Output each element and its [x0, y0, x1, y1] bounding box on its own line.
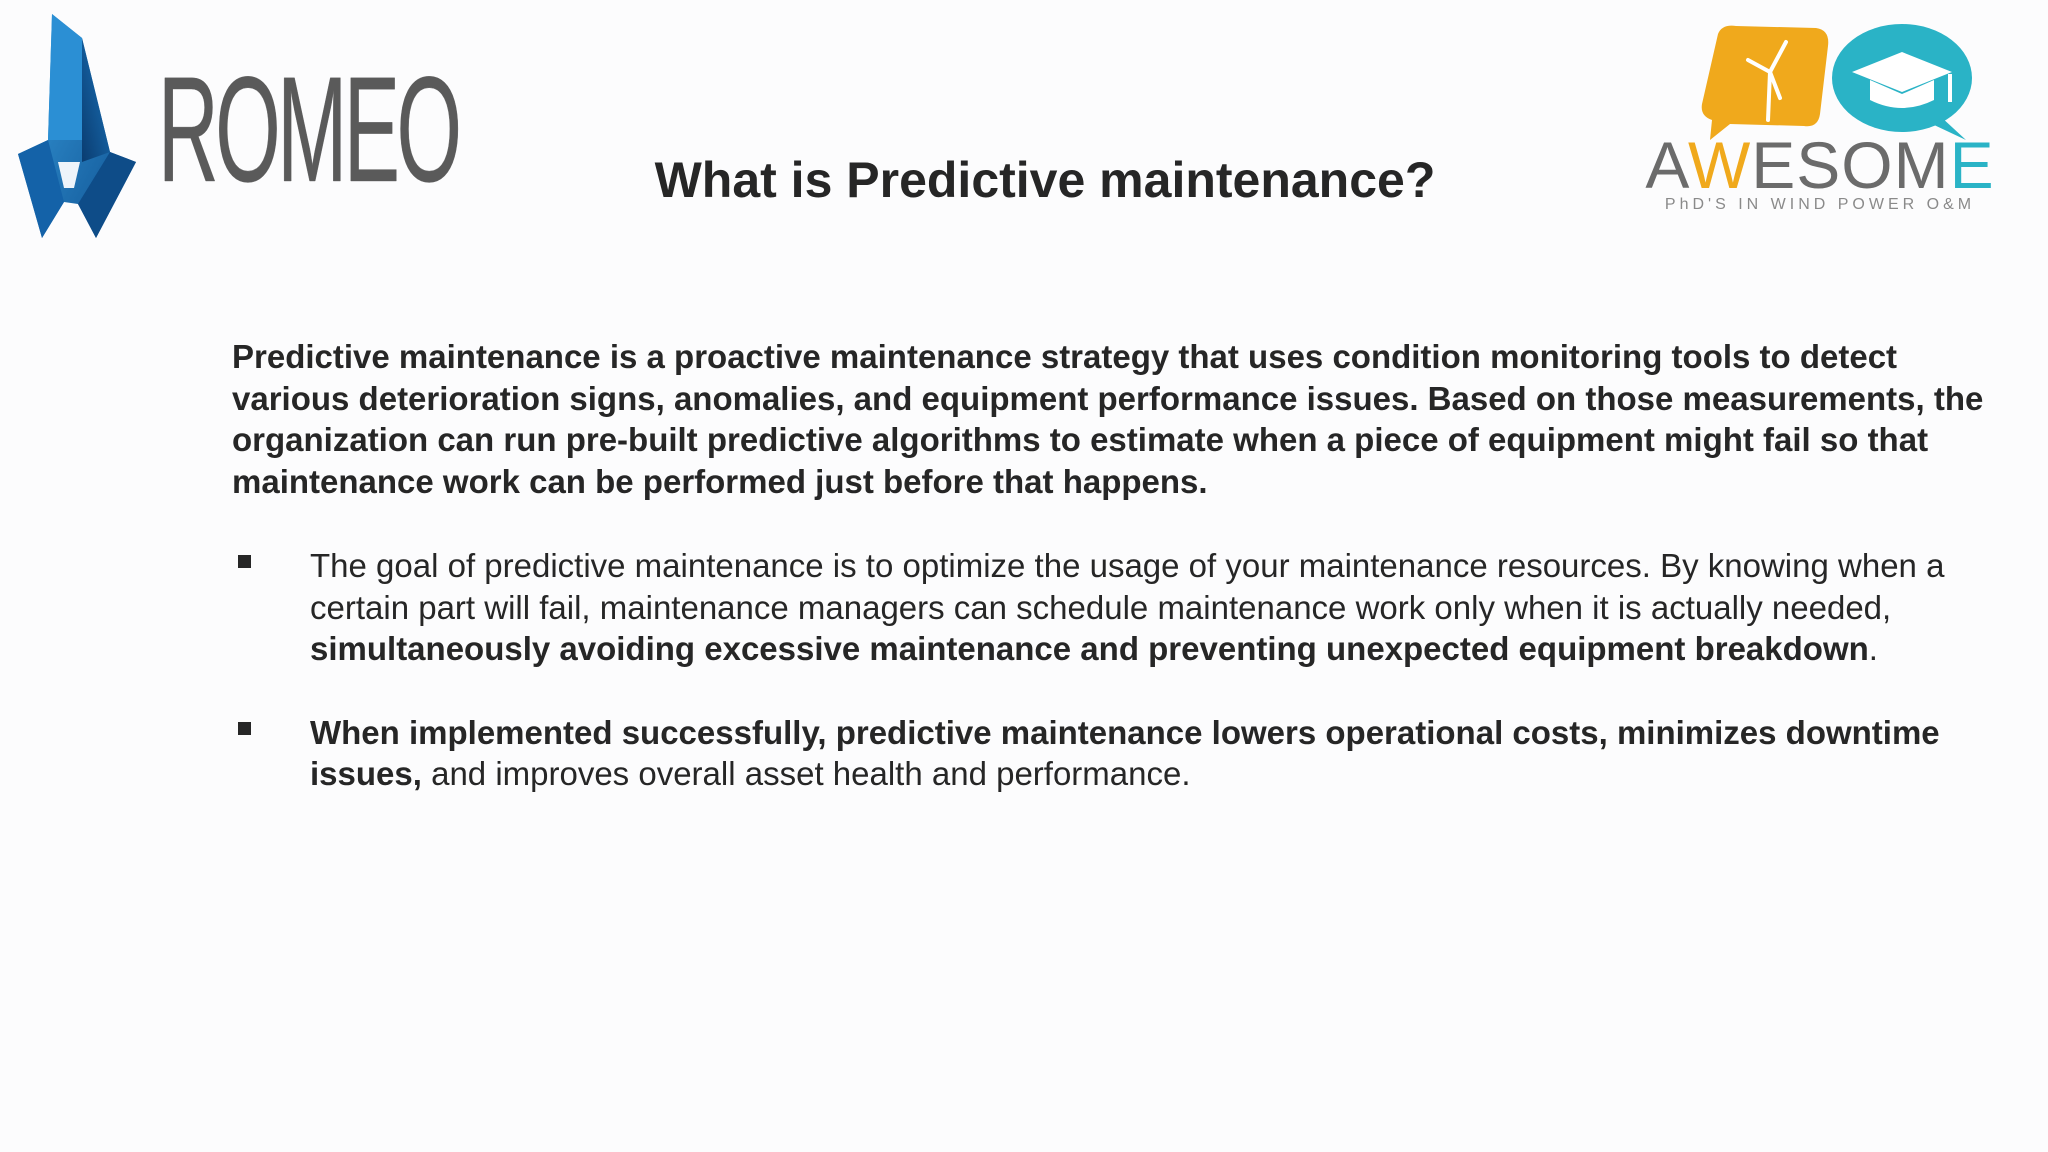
awesome-letter-w: W	[1687, 128, 1752, 202]
awesome-letters-esom: ESOM	[1751, 128, 1950, 202]
bullet-list	[236, 545, 2016, 837]
bullet-1-regular: The goal of predictive maintenance is to optimize the usage of your maintenance resources. By knowing when a certain part will fail, maintenance managers can schedule maintenance work only when it is actually needed,	[310, 547, 1945, 626]
bullet-2-regular: and improves overall asset health and performance.	[421, 755, 1191, 792]
awesome-letter-a: A	[1645, 128, 1688, 202]
bullet-1-bold: simultaneously avoiding excessive maintenance and preventing unexpected equipment breakdown	[310, 630, 1869, 667]
bullet-2-bold: When implemented successfully, predictive maintenance lowers operational costs, minimizes downtime issues,	[310, 713, 1940, 792]
page-title: What is Predictive maintenance?	[654, 152, 1436, 208]
romeo-wordmark: ROMEO	[158, 45, 459, 213]
intro-paragraph: Predictive maintenance is a proactive maintenance strategy that uses condition monitoring tools to detect various deterioration signs, anomalies, and equipment performance issues. Based on those measurements, the organization can run pre-built predictive algorithms to estimate when a piece of equipment might fail so that maintenance work can be performed just before that happens.	[232, 338, 1984, 500]
bullet-1-tail: .	[1868, 630, 1878, 667]
square-bullet-icon	[238, 555, 251, 568]
awesome-tagline: PhD'S IN WIND POWER O&M	[1664, 196, 1976, 213]
awesome-bubbles-icon	[1640, 20, 2000, 140]
awesome-logo	[1640, 20, 2020, 220]
awesome-wordmark	[1640, 128, 2000, 202]
awesome-letter-e: E	[1949, 128, 1995, 202]
list-item	[236, 545, 2016, 670]
list-item	[236, 712, 2016, 795]
square-bullet-icon	[238, 722, 251, 735]
